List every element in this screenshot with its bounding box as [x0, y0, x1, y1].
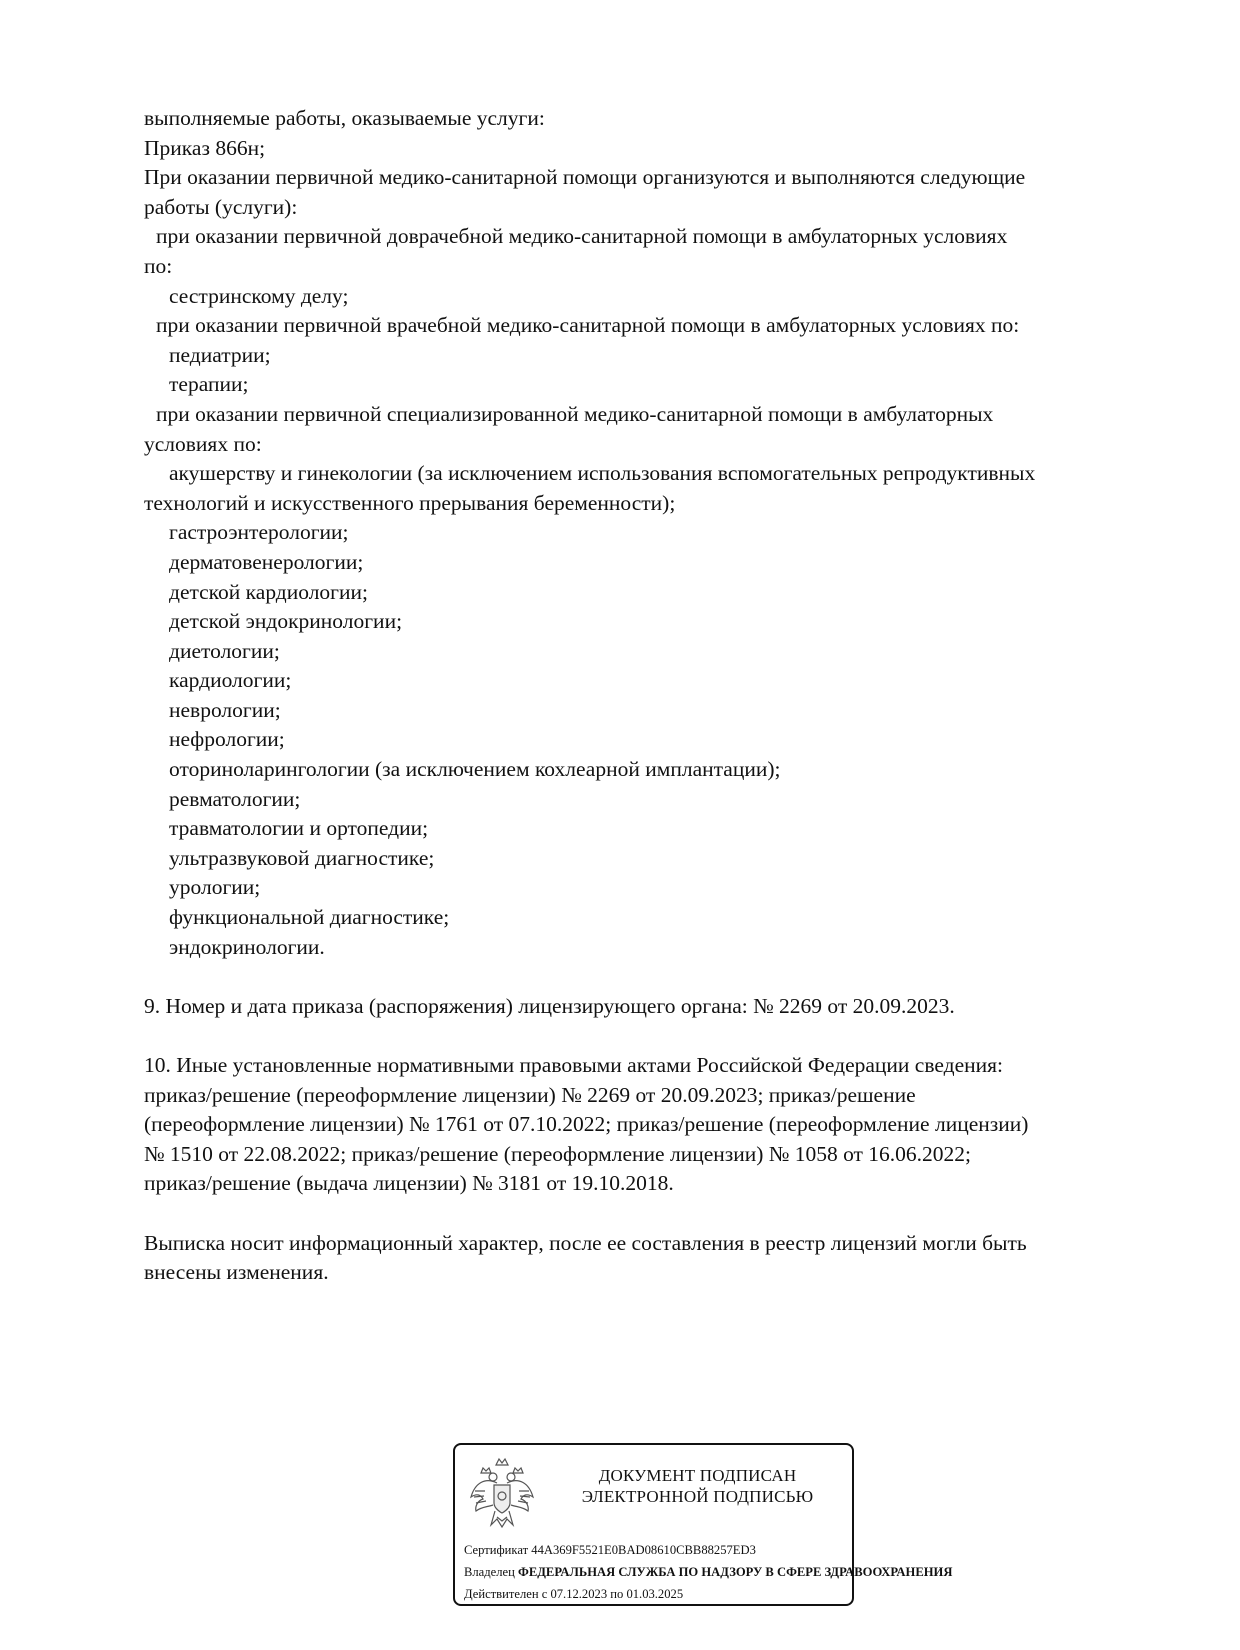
text-line: педиатрии;: [169, 342, 271, 367]
stamp-details: [464, 1539, 952, 1605]
validity-row: Действителен с 07.12.2023 по 01.03.2025: [464, 1587, 684, 1601]
text-line: по:: [144, 253, 173, 278]
certificate-value: 44A369F5521E0BAD08610CBB88257ED3: [531, 1543, 756, 1557]
stamp-title: [545, 1465, 850, 1507]
list-item: эндокринологии.: [169, 934, 325, 959]
text-line: при оказании первичной врачебной медико-санитарной помощи в амбулаторных условиях по:: [156, 313, 1020, 338]
list-item: дерматовенерологии;: [169, 549, 364, 574]
list-item: травматологии и ортопедии;: [169, 816, 429, 841]
text-line: условиях по:: [144, 431, 262, 456]
electronic-signature-stamp: [453, 1443, 953, 1606]
paragraph-gap: [144, 962, 1164, 992]
list-item: ревматологии;: [169, 786, 301, 811]
stamp-title-line: ЭЛЕКТРОННОЙ ПОДПИСЬЮ: [581, 1487, 814, 1506]
text-line: (переоформление лицензии) № 1761 от 07.10.2022; приказ/решение (переоформление лицензии): [144, 1112, 1029, 1137]
list-item: оториноларингологии (за исключением кохлеарной имплантации);: [169, 757, 781, 782]
owner-value: ФЕДЕРАЛЬНАЯ СЛУЖБА ПО НАДЗОРУ В СФЕРЕ ЗДРАВООХРАНЕНИЯ: [518, 1565, 953, 1579]
text-line: При оказании первичной медико-санитарной помощи организуются и выполняются следующие: [144, 165, 1026, 190]
paragraph-gap: [144, 1021, 1164, 1051]
list-item: ультразвуковой диагностике;: [169, 845, 435, 870]
owner-label: Владелец: [464, 1565, 515, 1579]
certificate-row: [464, 1539, 952, 1561]
list-item: урологии;: [169, 875, 261, 900]
list-item: гастроэнтерологии;: [169, 520, 349, 545]
disclaimer-text: внесены изменения.: [144, 1260, 329, 1285]
certificate-label: Сертификат: [464, 1543, 529, 1557]
text-line: акушерству и гинекологии (за исключением использования вспомогательных репродуктивных: [169, 461, 1036, 486]
text-line: работы (услуги):: [144, 194, 298, 219]
owner-row: [464, 1561, 952, 1583]
list-item: функциональной диагностике;: [169, 905, 450, 930]
order-number-section: 9. Номер и дата приказа (распоряжения) лицензирующего органа: № 2269 от 20.09.2023.: [144, 993, 955, 1018]
document-body: [144, 104, 1164, 1288]
disclaimer-text: Выписка носит информационный характер, после ее составления в реестр лицензий могли быть: [144, 1230, 1027, 1255]
list-item: неврологии;: [169, 697, 281, 722]
list-item: нефрологии;: [169, 727, 285, 752]
text-line: сестринскому делу;: [169, 283, 349, 308]
list-item: кардиологии;: [169, 668, 292, 693]
paragraph-gap: [144, 1199, 1164, 1229]
text-line: при оказании первичной специализированной медико-санитарной помощи в амбулаторных: [156, 401, 994, 426]
other-info-section: 10. Иные установленные нормативными правовыми актами Российской Федерации сведения:: [144, 1053, 1003, 1077]
list-item: диетологии;: [169, 638, 280, 663]
text-line: при оказании первичной доврачебной медико-санитарной помощи в амбулаторных условиях: [156, 224, 1008, 249]
text-line: выполняемые работы, оказываемые услуги:: [144, 106, 545, 130]
list-item: детской эндокринологии;: [169, 609, 403, 634]
text-line: приказ/решение (выдача лицензии) № 3181 от 19.10.2018.: [144, 1171, 674, 1196]
stamp-title-line: ДОКУМЕНТ ПОДПИСАН: [598, 1466, 797, 1485]
text-line: № 1510 от 22.08.2022; приказ/решение (переоформление лицензии) № 1058 от 16.06.2022;: [144, 1141, 972, 1166]
text-line: приказ/решение (переоформление лицензии) № 2269 от 20.09.2023; приказ/решение: [144, 1082, 916, 1107]
text-line: технологий и искусственного прерывания беременности);: [144, 490, 676, 515]
text-line: терапии;: [169, 372, 249, 397]
list-item: детской кардиологии;: [169, 579, 368, 604]
russian-coat-of-arms-icon: [467, 1453, 537, 1533]
text-line: Приказ 866н;: [144, 135, 266, 160]
